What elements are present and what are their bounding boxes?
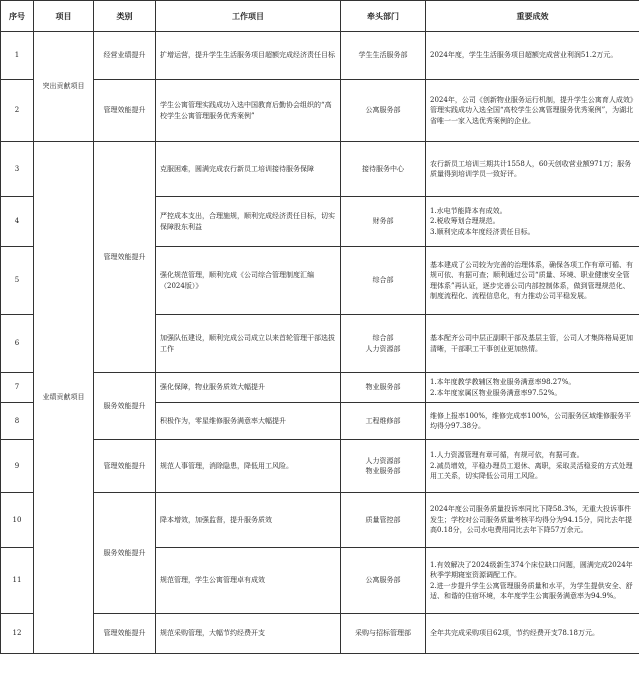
- header-work-item: 工作项目: [156, 1, 341, 32]
- work-item-cell: 学生公寓管理实践成功入选中国教育后勤协会组织的“高校学生公寓管理服务优秀案例”: [156, 80, 341, 142]
- row-number: 8: [1, 403, 34, 440]
- table-row: [1, 373, 639, 403]
- result-cell: 2024年度公司服务质量投诉率同比下降58.3%，无重大投诉事件发生；学校对公司服务质量考核平均得分为94.15分，同比去年提高0.18分，公司水电费用同比去年下降57万余元。: [426, 493, 639, 548]
- result-cell: 基本建成了公司较为完善的治理体系，确保各项工作有章可循、有规可依、有据可查；顺利通过公司“质量、环境、职业健康安全管理体系”再认证，逐步完善公司内部控制体系，做到管理规范化、制度流程化、流程信息化，有力推动公司平稳发展。: [426, 247, 639, 315]
- table-row: [1, 142, 639, 197]
- work-item-cell: 积极作为，零星维修服务满意率大幅提升: [156, 403, 341, 440]
- project-cell: 突出贡献项目: [34, 32, 94, 142]
- row-number: 4: [1, 197, 34, 247]
- result-cell: 1.人力资源管理有章可循，有规可依，有据可查。 2.减员增效，平稳办理员工退休、离职，采取灵活稳妥的方式处理用工关系，切实降低公司用工风险。: [426, 440, 639, 493]
- dept-cell: 采购与招标管理部: [341, 614, 426, 654]
- dept-cell: 工程维修部: [341, 403, 426, 440]
- work-item-cell: 克服困难，圆满完成农行新员工培训接待服务保障: [156, 142, 341, 197]
- category-cell: 管理效能提升: [94, 142, 156, 373]
- row-number: 12: [1, 614, 34, 654]
- work-item-cell: 强化规范管理，顺利完成《公司综合管理制度汇编（2024版）》: [156, 247, 341, 315]
- result-cell: 全年共完成采购项目62项，节约经费开支78.18万元。: [426, 614, 639, 654]
- dept-cell: 质量管控部: [341, 493, 426, 548]
- category-cell: 经营业绩提升: [94, 32, 156, 80]
- result-cell: 1.水电节能降本有成效。 2.税收筹划合理规范。 3.顺利完成本年度经济责任目标。: [426, 197, 639, 247]
- work-item-cell: 强化保障，物业服务质效大幅提升: [156, 373, 341, 403]
- result-cell: 基本配齐公司中层正副职干部及基层主管，公司人才集阵格局更加清晰，干部职工干事创业更加热情。: [426, 315, 639, 373]
- category-cell: 管理效能提升: [94, 80, 156, 142]
- row-number: 10: [1, 493, 34, 548]
- row-number: 5: [1, 247, 34, 315]
- dept-cell: 学生生活服务部: [341, 32, 426, 80]
- result-cell: 2024年，公司《创新物业服务运行机制，提升学生公寓育人成效》管理实践成功入选全国“高校学生公寓管理服务优秀案例”，为湖北省唯一一家入选优秀案例的企业。: [426, 80, 639, 142]
- row-number: 11: [1, 548, 34, 614]
- header-result: 重要成效: [426, 1, 639, 32]
- table-row: [1, 614, 639, 654]
- work-item-cell: 规范采购管理，大幅节约经费开支: [156, 614, 341, 654]
- row-number: 3: [1, 142, 34, 197]
- work-item-cell: 扩增运营，提升学生生活服务项目超额完成经济责任目标: [156, 32, 341, 80]
- header-lead-dept: 牵头部门: [341, 1, 426, 32]
- result-cell: 农行新员工培训三期共计1558人，60天创收营业额971万；服务质量得到培训学员一致好评。: [426, 142, 639, 197]
- category-cell: 管理效能提升: [94, 614, 156, 654]
- header-category: 类别: [94, 1, 156, 32]
- dept-cell: 接待服务中心: [341, 142, 426, 197]
- row-number: 6: [1, 315, 34, 373]
- row-number: 9: [1, 440, 34, 493]
- project-cell: 业绩贡献项目: [34, 142, 94, 654]
- result-cell: 1.有效解决了2024级新生374个床位缺口问题，圆满完成2024年秋季学期寝室资源调配工作。 2.进一步提升学生公寓管理服务质量和水平，为学生提供安全、舒适、和谐的住宿环境，本年度学生公寓服务满意率为94.9%。: [426, 548, 639, 614]
- work-item-cell: 加强队伍建设，顺利完成公司成立以来首轮管理干部选拔工作: [156, 315, 341, 373]
- header-seq: 序号: [1, 1, 34, 32]
- dept-cell: 公寓服务部: [341, 548, 426, 614]
- work-item-cell: 严控成本支出，合理施规，顺利完成经济责任目标，切实保障股东利益: [156, 197, 341, 247]
- table-row: [1, 493, 639, 548]
- result-cell: 维修上报率100%，维修完成率100%，公司服务区域维修服务平均得分97.38分。: [426, 403, 639, 440]
- row-number: 2: [1, 80, 34, 142]
- dept-cell: 公寓服务部: [341, 80, 426, 142]
- category-cell: 服务效能提升: [94, 373, 156, 440]
- category-cell: 服务效能提升: [94, 493, 156, 614]
- dept-cell: 人力资源部 物业服务部: [341, 440, 426, 493]
- work-item-cell: 规范人事管理，消除隐患，降低用工风险。: [156, 440, 341, 493]
- header-row: [1, 1, 639, 32]
- header-project: 项目: [34, 1, 94, 32]
- category-cell: 管理效能提升: [94, 440, 156, 493]
- row-number: 1: [1, 32, 34, 80]
- result-cell: 2024年度，学生生活服务项目超额完成营业利润51.2万元。: [426, 32, 639, 80]
- dept-cell: 物业服务部: [341, 373, 426, 403]
- work-item-cell: 规范管理，学生公寓管理卓有成效: [156, 548, 341, 614]
- table-row: [1, 32, 639, 80]
- dept-cell: 综合部 人力资源部: [341, 315, 426, 373]
- dept-cell: 综合部: [341, 247, 426, 315]
- row-number: 7: [1, 373, 34, 403]
- dept-cell: 财务部: [341, 197, 426, 247]
- table-row: [1, 80, 639, 142]
- result-cell: 1.本年度教学教辅区物业服务满意率98.27%。 2.本年度家属区物业服务满意率97.52%。: [426, 373, 639, 403]
- table-row: [1, 440, 639, 493]
- work-item-cell: 降本增效，加强监督，提升服务质效: [156, 493, 341, 548]
